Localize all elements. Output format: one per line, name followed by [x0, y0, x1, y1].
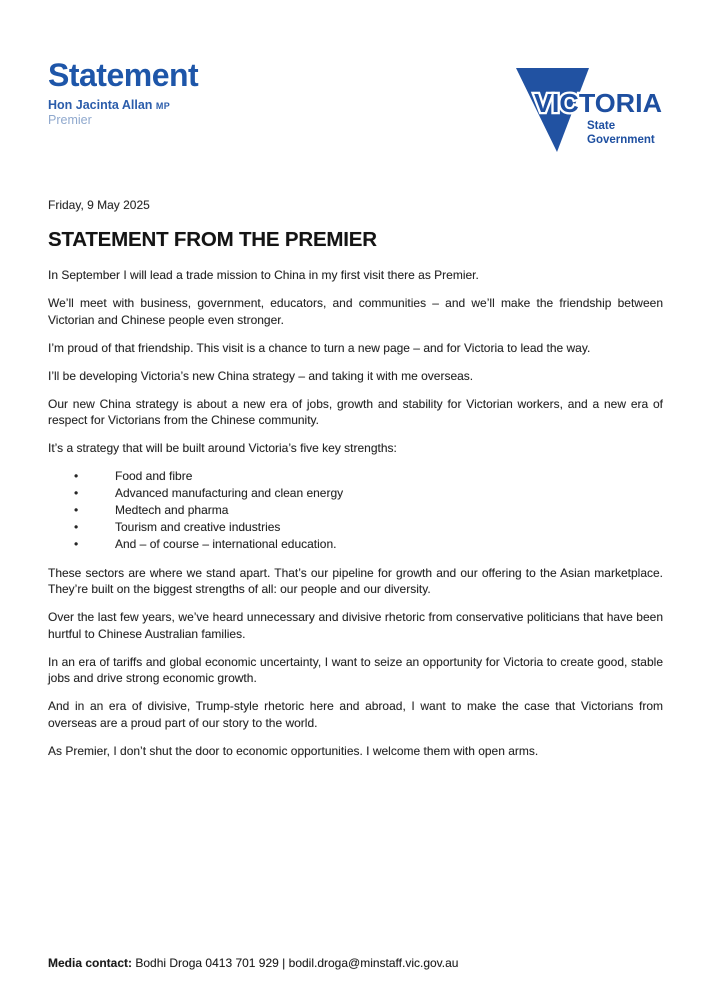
list-item: • Tourism and creative industries	[48, 519, 663, 536]
paragraph: I’ll be developing Victoria’s new China strategy – and taking it with me overseas.	[48, 368, 474, 383]
paragraph: In an era of tariffs and global economic uncertainty, I want to seize an opportunity for Victoria to create good, stable jobs and drive strong economic growth.	[48, 654, 663, 685]
list-item: • And – of course – international education.	[48, 536, 663, 553]
media-contact-footer	[48, 956, 458, 970]
paragraph: And in an era of divisive, Trump-style rhetoric here and abroad, I want to make the case that Victorians from overseas are a proud part of our story to the world.	[48, 699, 663, 730]
paragraph: It’s a strategy that will be built around Victoria’s five key strengths:	[48, 441, 397, 455]
author-role: Premier	[48, 113, 92, 127]
victoria-state-government-logo	[508, 59, 670, 154]
media-contact-label: Media contact:	[48, 956, 133, 970]
paragraph: We’ll meet with business, government, educators, and communities – and we’ll make the friendship between Victorian and Chinese people even stronger.	[48, 296, 663, 327]
document-date: Friday, 9 May 2025	[48, 198, 150, 212]
list-item: • Advanced manufacturing and clean energy	[48, 485, 663, 502]
paragraph: In September I will lead a trade mission to China in my first visit there as Premier.	[48, 268, 479, 282]
paragraph: As Premier, I don’t shut the door to economic opportunities. I welcome them with open arms.	[48, 743, 539, 758]
list-item: • Medtech and pharma	[48, 502, 663, 519]
paragraph: Our new China strategy is about a new era of jobs, growth and stability for Victorian workers, and a new era of respect for Victorians from the Chinese community.	[48, 396, 663, 427]
document-title: STATEMENT FROM THE PREMIER	[48, 228, 377, 251]
media-contact-email: bodil.droga@minstaff.vic.gov.au	[288, 956, 459, 970]
author-postnominal: MP	[155, 101, 171, 111]
media-contact-name: Bodhi Droga	[135, 956, 203, 970]
paragraph: I’m proud of that friendship. This visit is a chance to turn a new page – and for Victoria to lead the way.	[48, 340, 591, 355]
media-contact-phone: 0413 701 929	[205, 956, 279, 970]
paragraph: Over the last few years, we’ve heard unnecessary and divisive rhetoric from conservative politicians that have been hurtful to Chinese Australian families.	[48, 610, 663, 641]
key-strengths-list	[48, 468, 663, 553]
masthead-title: Statement	[48, 57, 199, 93]
document-body	[48, 197, 663, 771]
list-item: • Food and fibre	[48, 468, 663, 485]
author-name: Hon Jacinta Allan	[48, 98, 153, 112]
victoria-logo-tagline-2: Government	[587, 134, 655, 146]
victoria-logo-wordmark: VICTORIA	[534, 88, 663, 118]
paragraph: These sectors are where we stand apart. That’s our pipeline for growth and our offering to the Asian marketplace. They’re built on the biggest strengths of all: our people and our diversity.	[48, 565, 663, 596]
victoria-logo-icon	[508, 59, 670, 154]
victoria-logo-tagline-1: State	[587, 120, 616, 132]
footer-separator: |	[282, 956, 286, 970]
